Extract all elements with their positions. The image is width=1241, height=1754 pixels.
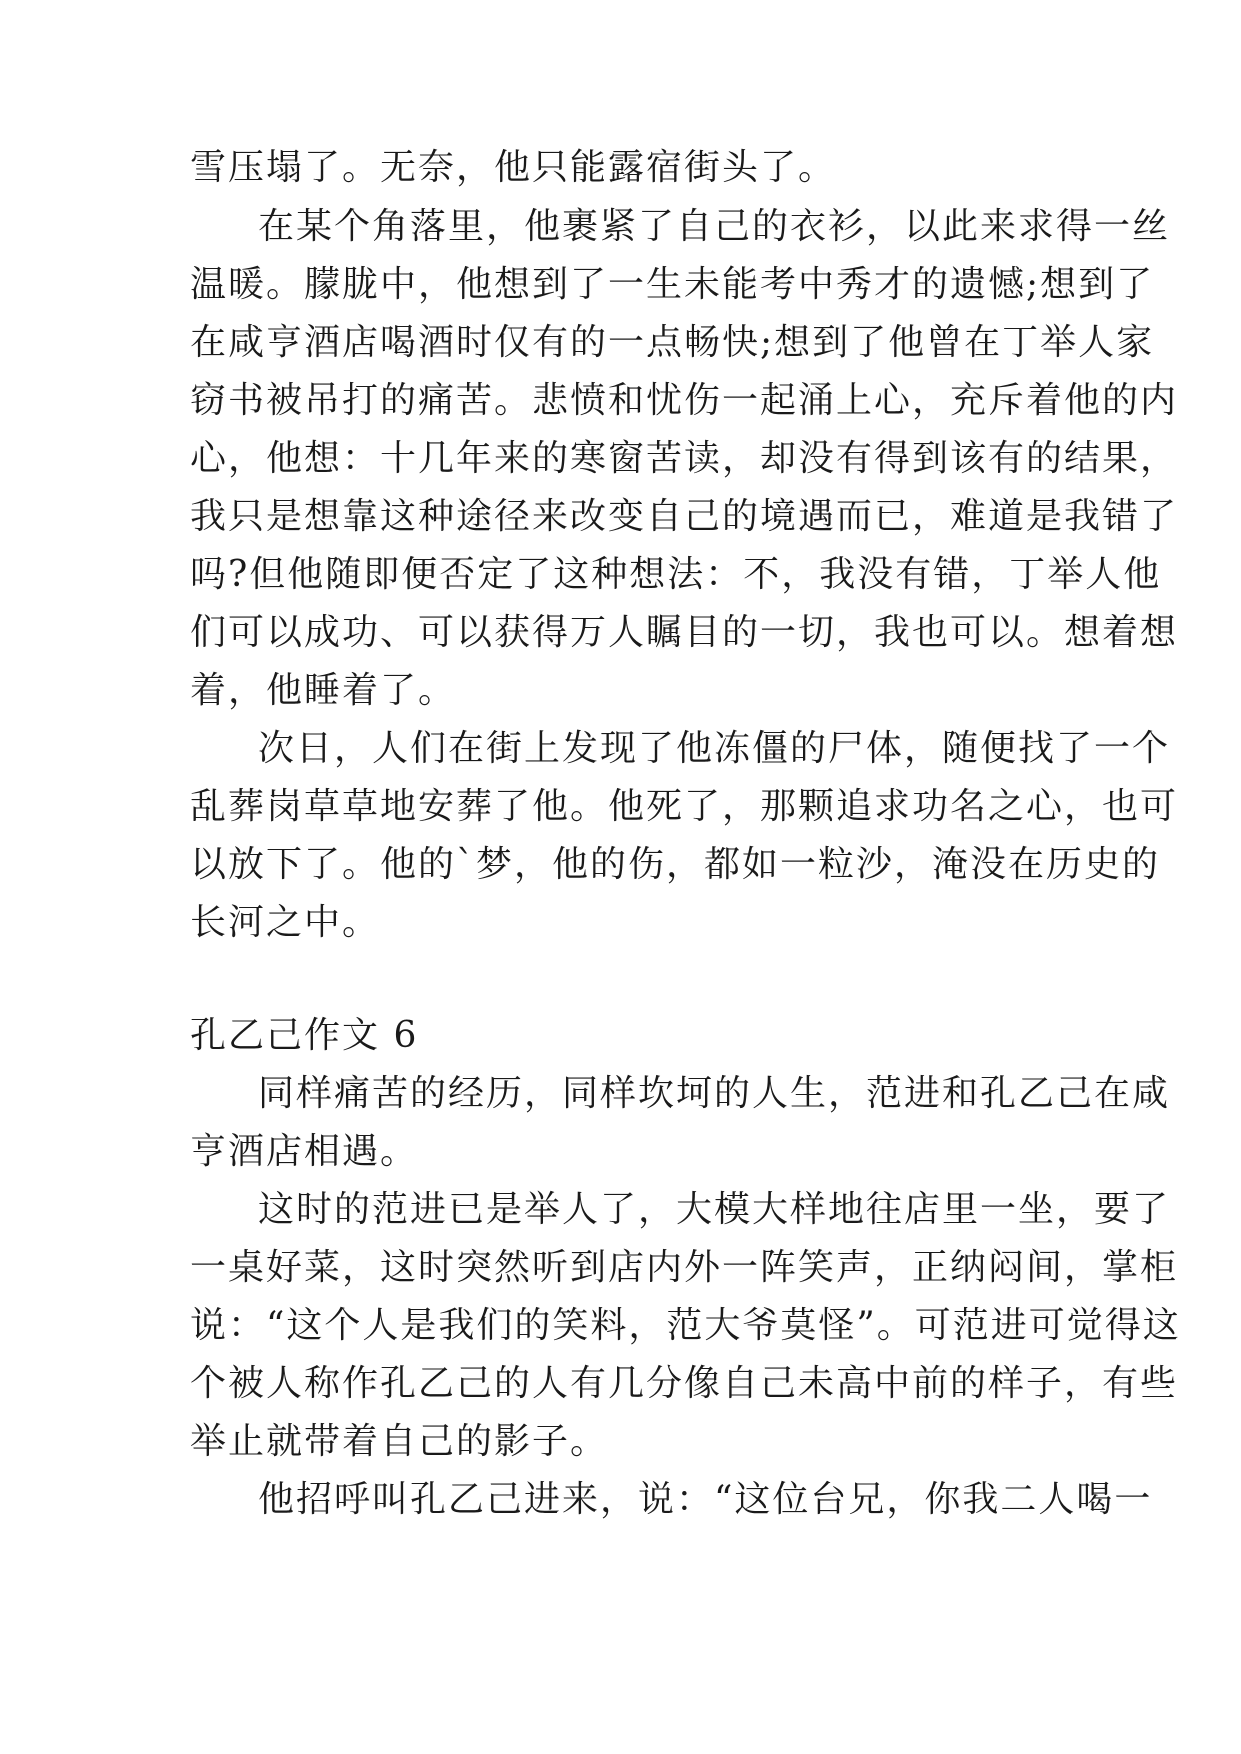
text-line: 在咸亨酒店喝酒时仅有的一点畅快;想到了他曾在丁举人家 <box>190 322 1155 363</box>
paragraph-first-line: 在某个角落里，他裹紧了自己的衣衫，以此来求得一丝 <box>258 206 1171 247</box>
text-line: 吗?但他随即便否定了这种想法：不，我没有错，丁举人他 <box>190 554 1162 595</box>
paragraph-first-line: 同样痛苦的经历，同样坎坷的人生，范进和孔乙己在咸 <box>258 1073 1171 1114</box>
text-line: 着，他睡着了。 <box>190 670 457 711</box>
text-line: 举止就带着自己的影子。 <box>190 1421 609 1462</box>
text-line: 以放下了。他的`梦，他的伤，都如一粒沙，淹没在历史的 <box>190 844 1161 885</box>
text-line: 窃书被吊打的痛苦。悲愤和忧伤一起涌上心，充斥着他的内 <box>190 380 1179 421</box>
text-line: 雪压塌了。无奈，他只能露宿街头了。 <box>190 147 837 188</box>
text-line: 一桌好菜，这时突然听到店内外一阵笑声，正纳闷间，掌柜 <box>190 1247 1179 1288</box>
text-line: 心，他想：十几年来的寒窗苦读，却没有得到该有的结果， <box>190 438 1179 479</box>
paragraph-first-line: 他招呼叫孔乙己进来，说：“这位台兄，你我二人喝一 <box>258 1479 1153 1520</box>
paragraph-first-line: 次日，人们在街上发现了他冻僵的尸体，随便找了一个 <box>258 728 1171 769</box>
text-line: 个被人称作孔乙己的人有几分像自己未高中前的样子，有些 <box>190 1363 1179 1404</box>
text-line: 长河之中。 <box>190 902 381 943</box>
section-heading: 孔乙己作文 6 <box>190 1015 419 1056</box>
paragraph-first-line: 这时的范进已是举人了，大模大样地往店里一坐，要了 <box>258 1189 1171 1230</box>
text-line: 说：“这个人是我们的笑料，范大爷莫怪”。可范进可觉得这 <box>190 1305 1181 1346</box>
text-line: 我只是想靠这种途径来改变自己的境遇而已，难道是我错了 <box>190 496 1179 537</box>
text-line: 温暖。朦胧中，他想到了一生未能考中秀才的遗憾;想到了 <box>190 264 1155 305</box>
text-line: 们可以成功、可以获得万人瞩目的一切，我也可以。想着想 <box>190 612 1179 653</box>
text-line: 亨酒店相遇。 <box>190 1131 419 1172</box>
text-line: 乱葬岗草草地安葬了他。他死了，那颗追求功名之心，也可 <box>190 786 1179 827</box>
